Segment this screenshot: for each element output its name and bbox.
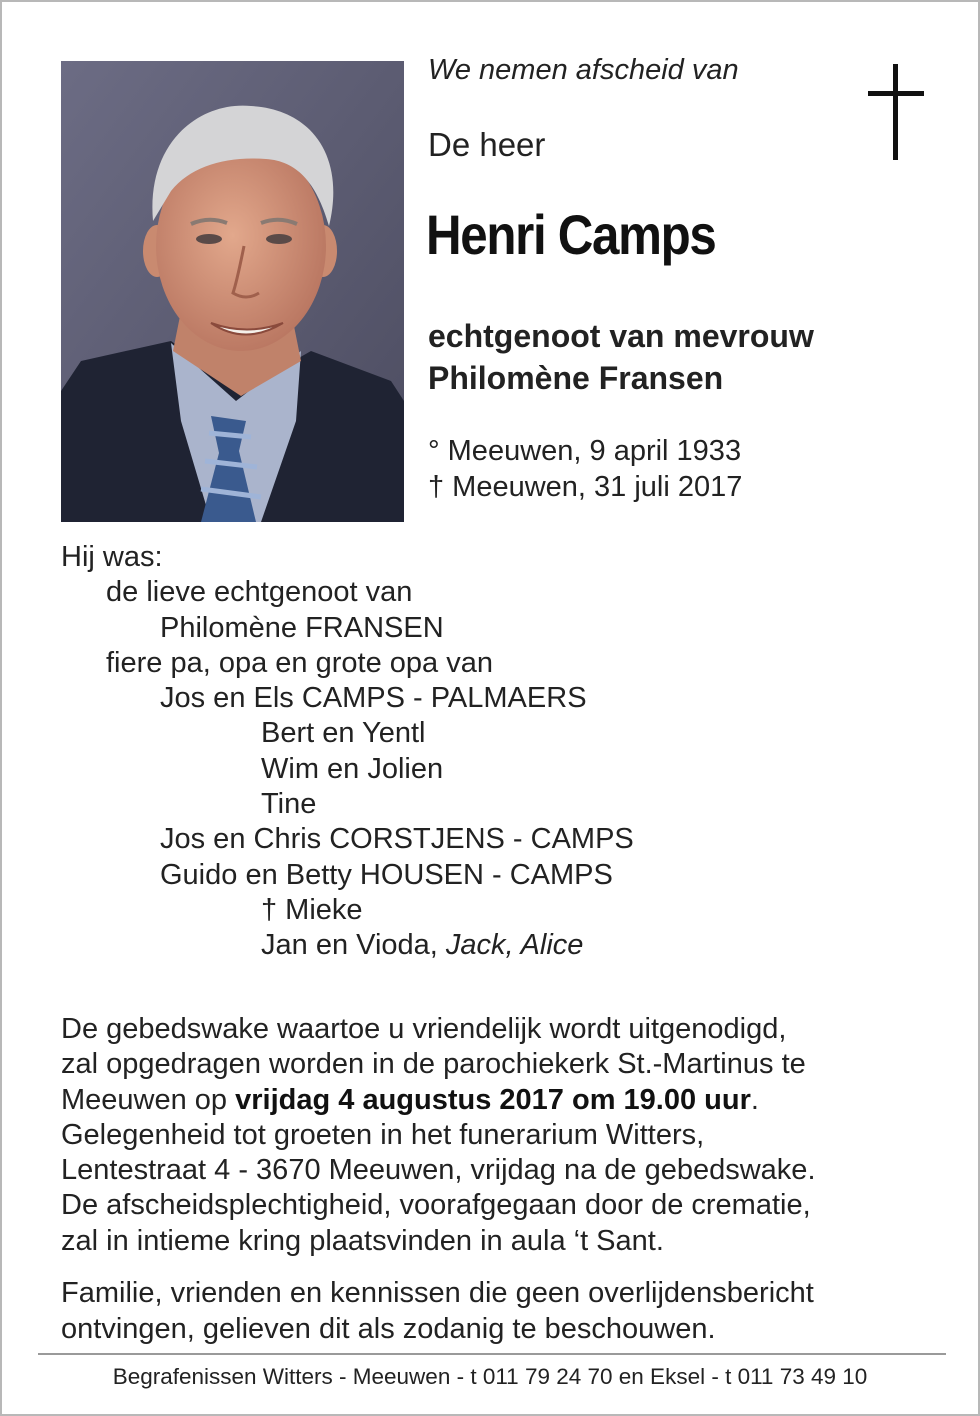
family-heading: Hij was: [61, 541, 163, 573]
footer-divider [38, 1353, 946, 1355]
wake-line-3-suffix: . [750, 1083, 759, 1116]
wake-line-5: Lentestraat 4 - 3670 Meeuwen, vrijdag na de gebedswake. [61, 1154, 816, 1187]
spouse-line-2: Philomène Fransen [428, 360, 724, 396]
child-3: Guido en Betty HOUSEN - CAMPS [160, 858, 613, 891]
family-list [61, 540, 634, 964]
wake-datetime: vrijdag 4 augustus 2017 om 19.00 uur [235, 1083, 751, 1116]
closing-line-1: Familie, vrienden en kennissen die geen overlijdensbericht [61, 1277, 814, 1309]
grandchild-5-parents: Jan en Vioda, [261, 929, 446, 962]
closing-line-2: ontvingen, gelieven dit als zodanig te beschouwen. [61, 1313, 716, 1345]
spouse-name: Philomène FRANSEN [160, 611, 444, 644]
cross-icon [868, 64, 924, 160]
wake-paragraph [61, 1012, 941, 1259]
wake-line-4: Gelegenheid tot groeten in het funerarium Witters, [61, 1118, 705, 1151]
birth-date: ° Meeuwen, 9 april 1933 [428, 435, 742, 467]
salutation: De heer [428, 126, 546, 163]
spouse-relation: de lieve echtgenoot van [106, 576, 413, 609]
funeral-home-footer: Begrafenissen Witters - Meeuwen - t 011 79 24 70 en Eksel - t 011 73 49 10 [112, 1364, 868, 1389]
children-relation: fiere pa, opa en grote opa van [106, 646, 493, 679]
wake-line-2: zal opgedragen worden in de parochiekerk St.-Martinus te [61, 1048, 806, 1081]
spouse-block [428, 315, 814, 399]
grandchild-4: † Mieke [261, 893, 363, 926]
great-grandchildren: Jack, Alice [445, 929, 584, 962]
wake-line-7: zal in intieme kring plaatsvinden in aula ‘t Sant. [61, 1224, 664, 1257]
intro-text: We nemen afscheid van [428, 54, 739, 86]
child-2: Jos en Chris CORSTJENS - CAMPS [160, 823, 634, 856]
deceased-name: Henri Camps [426, 203, 716, 266]
portrait-illustration [61, 61, 404, 522]
wake-line-3 [61, 1083, 941, 1118]
wake-line-1: De gebedswake waartoe u vriendelijk wordt uitgenodigd, [61, 1013, 787, 1045]
wake-line-6: De afscheidsplechtigheid, voorafgegaan door de crematie, [61, 1189, 811, 1222]
wake-line-3-prefix: Meeuwen op [61, 1083, 236, 1116]
grandchild-1: Bert en Yentl [261, 717, 426, 750]
portrait-photo [61, 61, 404, 522]
closing-paragraph [61, 1275, 814, 1347]
grandchild-2: Wim en Jolien [261, 752, 444, 785]
dates-block [428, 433, 742, 505]
child-1: Jos en Els CAMPS - PALMAERS [160, 682, 587, 715]
grandchild-3: Tine [261, 788, 317, 821]
spouse-line-1: echtgenoot van mevrouw [428, 318, 814, 354]
grandchild-5 [61, 928, 634, 963]
death-date: † Meeuwen, 31 juli 2017 [428, 471, 743, 503]
